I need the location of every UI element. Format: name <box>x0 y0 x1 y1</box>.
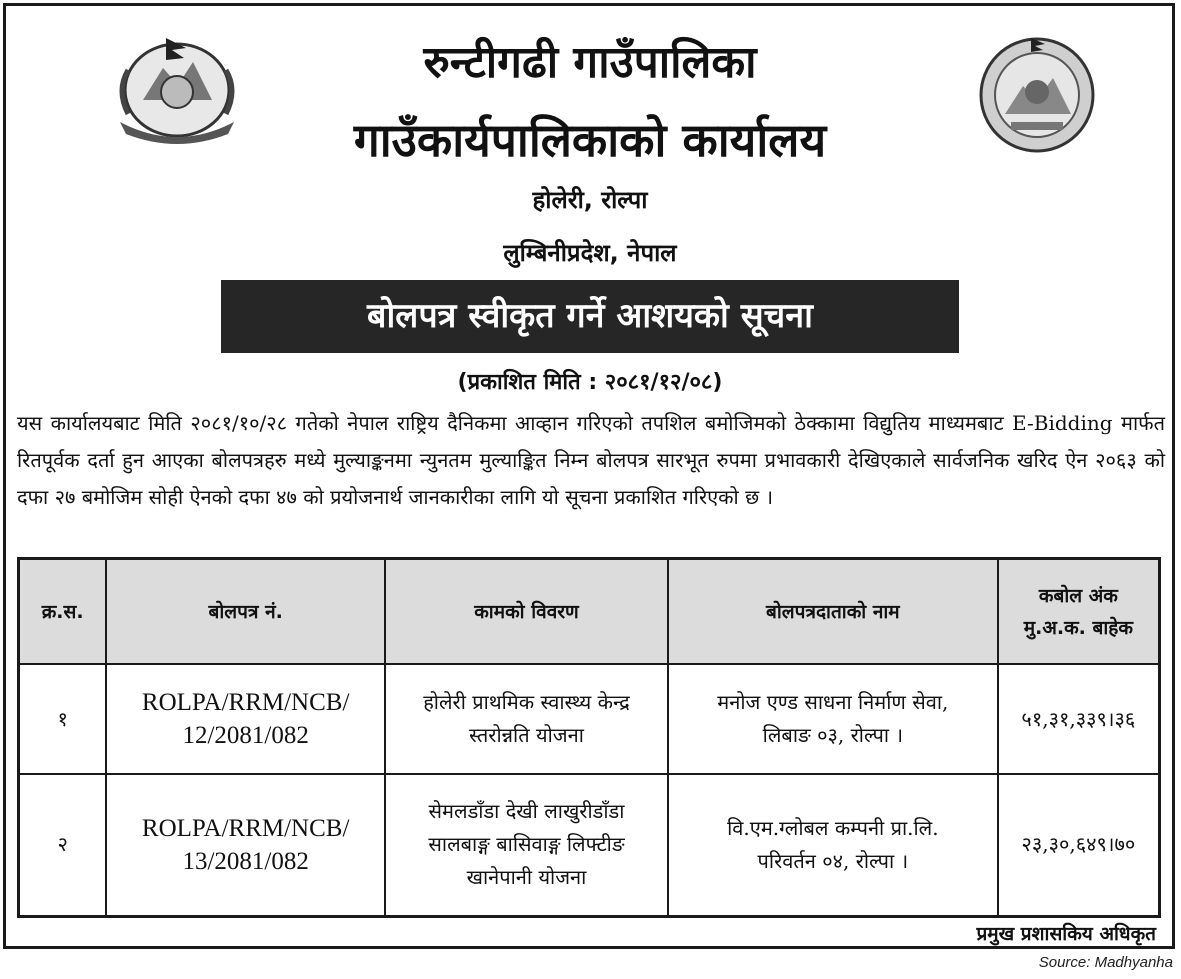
municipality-title: रुन्टीगढी गाउँपालिका <box>423 37 757 88</box>
col-header-bid-no: बोलपत्र नं. <box>106 559 385 665</box>
province-line: लुम्बिनीप्रदेश, नेपाल <box>503 239 677 267</box>
table-header-row <box>19 559 1160 665</box>
cell-work <box>385 774 668 916</box>
notice-body: यस कार्यालयबाट मिति २०८१/१०/२८ गतेको नेपाल राष्ट्रिय दैनिकमा आव्हान गरिएको तपशिल बमोजिमको ठेक्कामा विद्युतिय माध्यमबाट E-Bidding मार्फत रितपूर्वक दर्ता हुन आएका बोलपत्रहरु मध्ये मुल्याङ्कनमा न्युनतम मुल्याङ्कित निम्न बोलपत्र सारभूत रुपमा प्रभावकारी देखिएकाले सार्वजनिक खरिद ऐन २०६३ को दफा २७ बमोजिम सोही ऐनको दफा ४७ को प्रयोजनार्थ जानकारीका लागि यो सूचना प्रकाशित गरिएको छ । <box>17 411 1165 509</box>
bid-no-line: ROLPA/RRM/NCB/ <box>141 814 350 842</box>
office-title: गाउँकार्यपालिकाको कार्यालय <box>353 113 827 167</box>
amount-header-line1: कबोल अंक <box>1038 584 1118 607</box>
work-line: सेमलडाँडा देखी लाखुरीडाँडा <box>428 799 625 824</box>
cell-bid-no <box>106 774 385 916</box>
source-credit: Source: Madhyanha <box>1038 954 1173 971</box>
cell-amount: ५१,३१,३३९।३६ <box>998 664 1160 774</box>
notice-title-banner: बोलपत्र स्वीकृत गर्ने आशयको सूचना <box>221 280 959 353</box>
bidder-line: लिबाङ ०३, रोल्पा । <box>762 723 904 747</box>
work-line: सालबाङ्ग बासिवाङ्ग लिफ्टीङ <box>428 832 625 857</box>
table-row <box>19 664 1160 774</box>
nepal-government-emblem <box>108 30 246 148</box>
bid-no-line: 12/2081/082 <box>182 722 309 749</box>
cell-amount: २३,३०,६४९।७० <box>998 774 1160 916</box>
cell-bidder <box>668 664 998 774</box>
cell-work <box>385 664 668 774</box>
signatory: प्रमुख प्रशासकिय अधिकृत <box>976 923 1156 945</box>
bidder-line: परिवर्तन ०४, रोल्पा । <box>757 848 909 873</box>
col-header-amount <box>998 559 1160 665</box>
cell-sn: १ <box>19 664 107 774</box>
amount-header-line2: मु.अ.क. बाहेक <box>1023 616 1133 639</box>
cell-bidder <box>668 774 998 916</box>
rural-municipality-seal <box>975 34 1099 156</box>
col-header-bidder: बोलपत्रदाताको नाम <box>668 559 998 665</box>
work-line: खानेपानी योजना <box>466 865 587 890</box>
address-line: होलेरी, रोल्पा <box>532 186 648 214</box>
col-header-work: कामको विवरण <box>385 559 668 665</box>
col-header-sn: क्र.स. <box>19 559 107 665</box>
bid-no-line: ROLPA/RRM/NCB/ <box>141 689 350 716</box>
bid-table <box>17 557 1161 918</box>
cell-sn: २ <box>19 774 107 916</box>
bid-no-line: 13/2081/082 <box>182 847 309 875</box>
cell-bid-no <box>106 664 385 774</box>
work-line: होलेरी प्राथमिक स्वास्थ्य केन्द्र <box>423 690 630 714</box>
table-row <box>19 774 1160 916</box>
work-line: स्तरोन्नति योजना <box>469 723 584 747</box>
bidder-line: वि.एम.ग्लोबल कम्पनी प्रा.लि. <box>727 815 939 840</box>
published-date: (प्रकाशित मिति : २०८१/१२/०८) <box>457 370 723 395</box>
bidder-line: मनोज एण्ड साधना निर्माण सेवा, <box>717 690 949 714</box>
